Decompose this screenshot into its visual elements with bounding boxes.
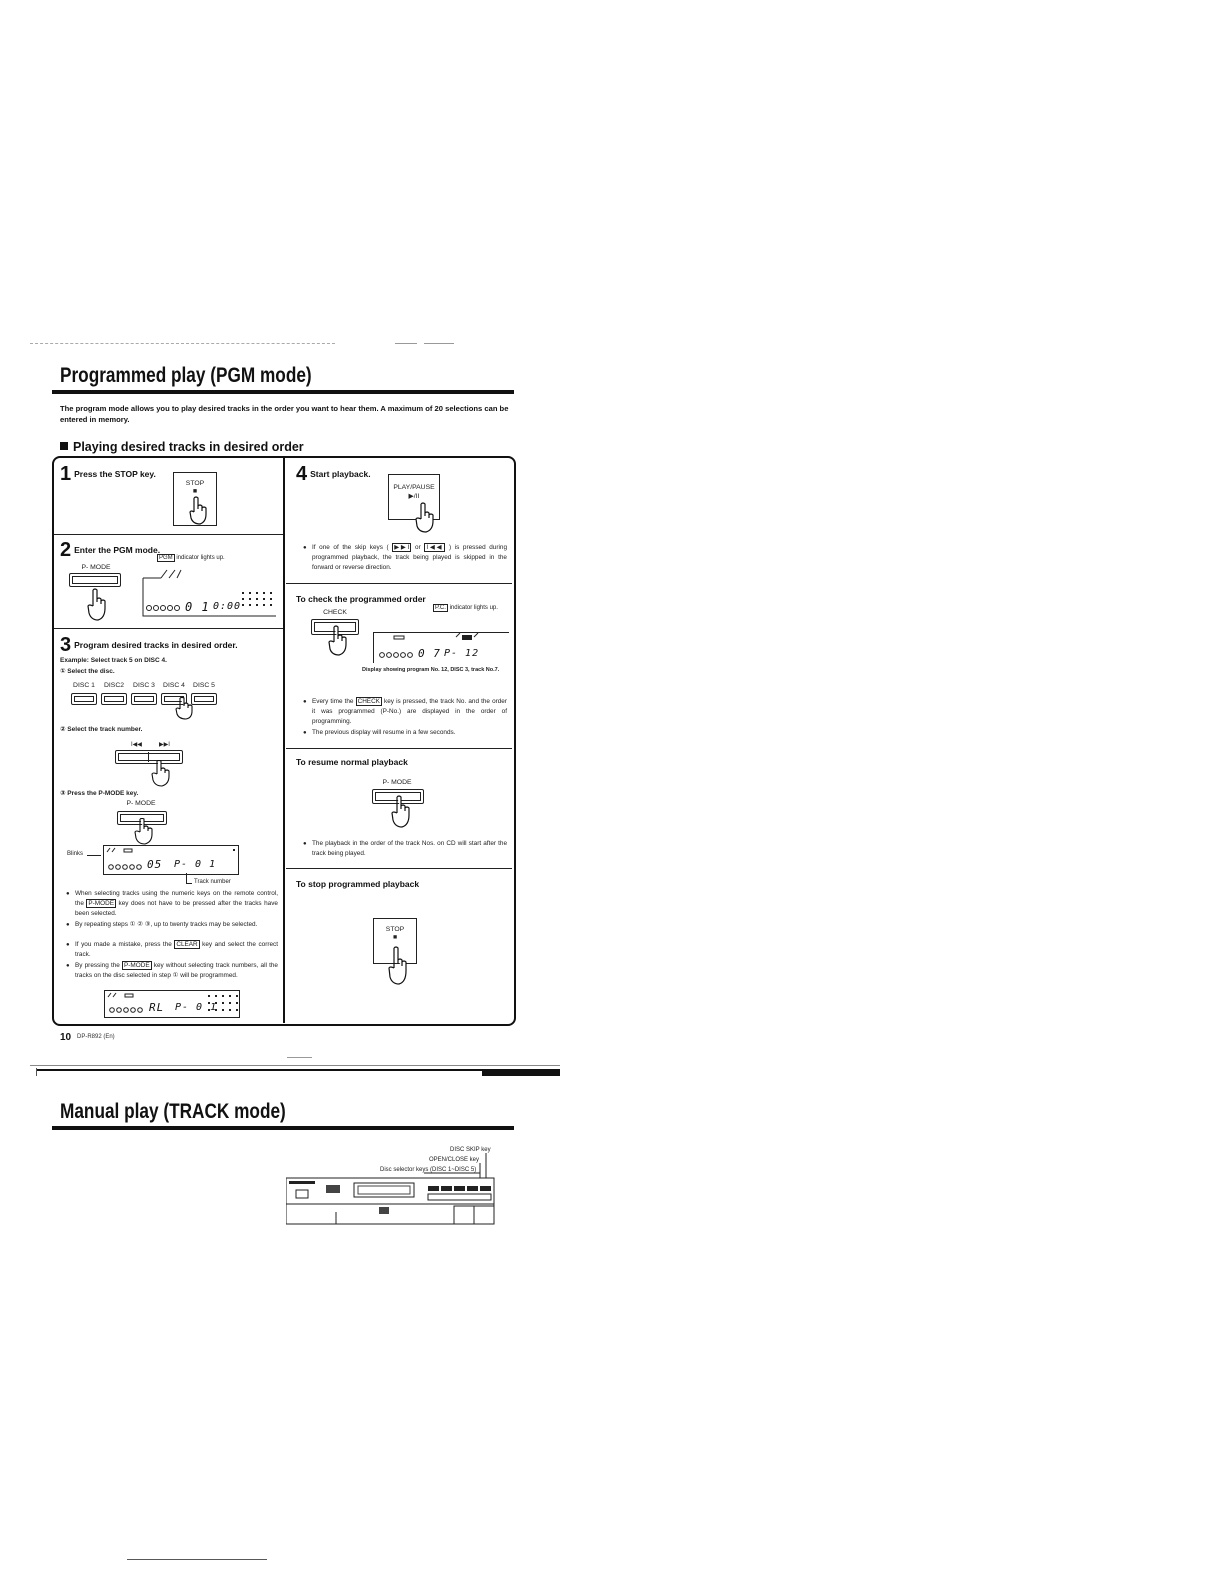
pressing-hand-icon	[412, 502, 440, 534]
check-key-label: CHECK	[323, 609, 347, 616]
scan-artifact-line	[287, 1057, 312, 1058]
intro-paragraph: The program mode allows you to play desired tracks in the order you want to hear them. A maximum of 20 selections can be entered in memory.	[60, 404, 509, 424]
step-divider	[54, 534, 283, 535]
blinks-label: Blinks	[67, 851, 84, 857]
scan-artifact-line	[30, 343, 335, 344]
step-4-label: 4 Start playback.	[296, 463, 371, 485]
resume-heading: To resume normal playback	[296, 757, 408, 767]
step-3-note: ● If you made a mistake, press the CLEAR key and select the correct track.	[75, 940, 278, 960]
step-divider	[54, 628, 283, 629]
disc-key-label: DISC 1	[73, 682, 95, 689]
lcd-icons	[105, 991, 239, 1017]
scan-artifact-dash	[395, 343, 417, 344]
check-display-illustration: 0 7 P- 12	[373, 632, 509, 663]
scan-artifact-line	[30, 1065, 560, 1066]
pgm-indicator-note: PGM indicator lights up.	[159, 555, 225, 561]
example-text: Example: Select track 5 on DISC 4.	[60, 657, 167, 664]
p-mode-key-label: P- MODE	[81, 564, 111, 571]
stop-key-illustration: STOP ■	[373, 918, 417, 964]
column-divider	[283, 457, 285, 1023]
pressing-hand-icon	[326, 625, 352, 657]
track-number-pointer	[186, 873, 187, 883]
title-rule	[52, 390, 514, 394]
page-title: Programmed play (PGM mode)	[60, 364, 312, 387]
check-note-2: ● The previous display will resume in a few seconds.	[312, 728, 507, 738]
check-heading: To check the programmed order	[296, 594, 426, 604]
title-rule	[52, 1126, 514, 1130]
page-break-bar	[482, 1070, 560, 1076]
step-2-label: 2 Enter the PGM mode.	[60, 539, 161, 561]
pressing-hand-icon	[85, 588, 111, 622]
stop-key-illustration: STOP ■	[173, 472, 217, 526]
disc-key-label: DISC 5	[193, 682, 215, 689]
disc-key-label: DISC 4	[163, 682, 185, 689]
lcd-icons	[374, 633, 509, 663]
scan-artifact-line	[36, 1068, 37, 1076]
stop-heading: To stop programmed playback	[296, 879, 420, 889]
skip-key-separator	[148, 752, 149, 762]
disc-selector-callout: Disc selector keys (DISC 1~DISC 5)	[380, 1167, 477, 1173]
cd-player-front-panel-illustration	[286, 1150, 496, 1226]
substep-2: ② Select the track number.	[60, 726, 143, 733]
pressing-hand-icon	[174, 697, 196, 721]
section-subheading: Playing desired tracks in desired order	[60, 440, 304, 454]
section-divider	[286, 583, 512, 584]
disc-skip-callout: DISC SKIP key	[450, 1147, 491, 1153]
section-divider	[286, 748, 512, 749]
check-note-1: ● Every time the CHECK key is pressed, the track No. and the order it was programmed (P-No.) are displayed in the order of programming.	[312, 697, 507, 727]
track-number-pointer	[186, 883, 192, 884]
skip-forward-label: ▶▶I	[159, 742, 170, 748]
all-tracks-display-illustration: RL P- 0 1	[104, 990, 240, 1018]
step-3-label: 3 Program desired tracks in desired order.	[60, 634, 238, 656]
blinks-arrow	[87, 855, 101, 856]
step-1-label: 1 Press the STOP key.	[60, 463, 156, 485]
pressing-hand-icon	[133, 818, 157, 846]
pressing-hand-icon	[385, 946, 413, 986]
step-3-note: ● By repeating steps ① ② ③, up to twenty tracks may be selected.	[75, 920, 278, 930]
open-close-callout: OPEN/CLOSE key	[429, 1157, 480, 1163]
lcd-icons	[104, 846, 238, 874]
square-bullet-icon	[60, 442, 68, 450]
scan-artifact-dash	[424, 343, 454, 344]
check-display-caption: Display showing program No. 12, DISC 3, track No.7.	[362, 667, 500, 673]
skip-back-label: I◀◀	[131, 742, 142, 748]
disc-1-button-illustration	[71, 693, 97, 705]
disc-3-button-illustration	[131, 693, 157, 705]
pressing-hand-icon	[188, 496, 212, 526]
step-3-note: ● When selecting tracks using the numeric keys on the remote control, the P-MODE key does not have to be pressed after the tracks have been selected.	[75, 889, 278, 919]
substep-3: ③ Press the P-MODE key.	[60, 790, 139, 797]
disc-2-button-illustration	[101, 693, 127, 705]
pgm-display-illustration: 0 1 0:00	[141, 562, 276, 618]
disc-key-label: DISC 3	[133, 682, 155, 689]
substep-1: ① Select the disc.	[60, 668, 115, 675]
pressing-hand-icon	[150, 760, 174, 788]
p-mode-key-label: P- MODE	[382, 779, 412, 786]
step-3-note: ● By pressing the P-MODE key without selecting track numbers, all the tracks on the disc selected in step ① will be programmed.	[75, 961, 278, 981]
section-divider	[286, 868, 512, 869]
disc-key-label: DISC2	[103, 682, 125, 689]
pc-indicator-note: P.C. indicator lights up.	[435, 605, 498, 611]
program-display-illustration: 05 P- 0 1	[103, 845, 239, 875]
resume-note: ● The playback in the order of the track Nos. on CD will start after the track being played.	[312, 839, 507, 859]
pressing-hand-icon	[388, 795, 416, 829]
track-number-label: Track number	[194, 879, 231, 885]
p-mode-key-label: P- MODE	[126, 800, 156, 807]
link-underline[interactable]	[127, 1559, 267, 1560]
p-mode-button-illustration	[69, 573, 121, 587]
skip-keys-note: ● If one of the skip keys ( ▶▶I or I◀◀ ) is pressed during programmed playback, the track being played is skipped in the forward or reverse direction.	[312, 543, 507, 573]
page-2-title: Manual play (TRACK mode)	[60, 1100, 286, 1123]
play-pause-key-illustration: PLAY/PAUSE ▶/II	[388, 474, 440, 520]
page-number: 10	[60, 1032, 72, 1043]
model-code: DP-R892 (En)	[77, 1034, 115, 1040]
